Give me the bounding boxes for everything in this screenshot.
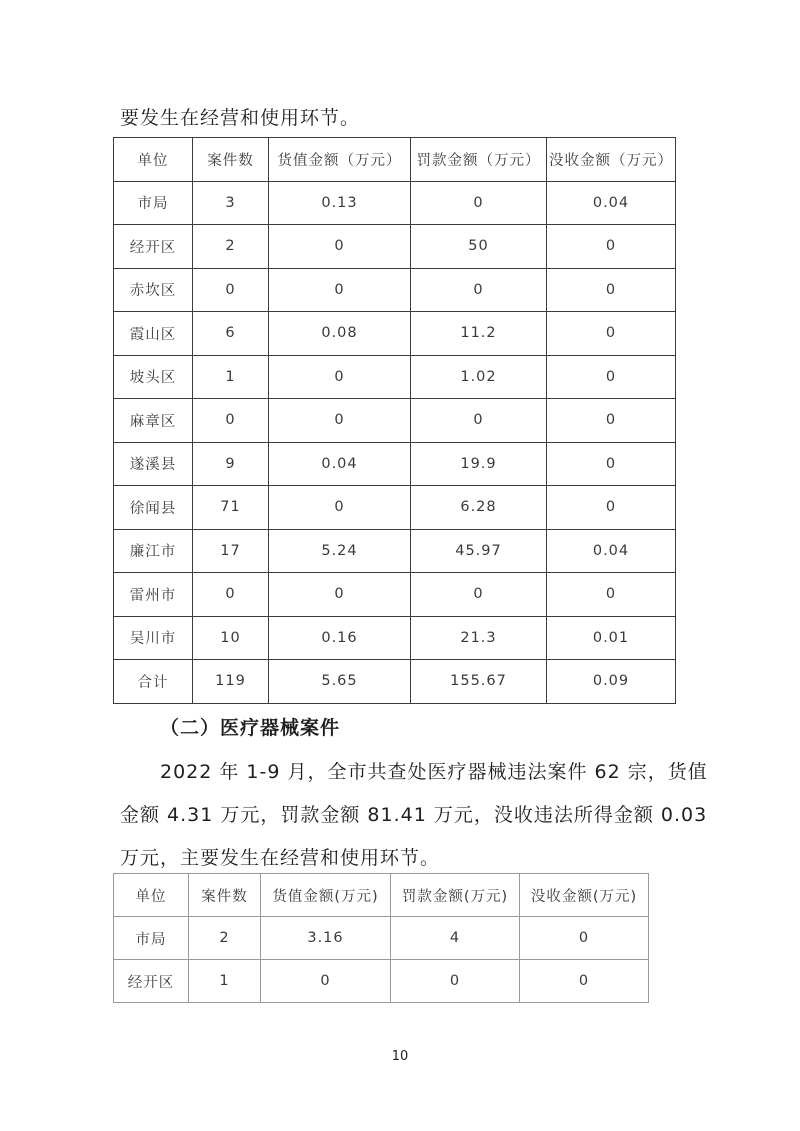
table-cell: 市局 — [114, 917, 189, 960]
table-cell: 0 — [547, 399, 676, 443]
table-cell: 0 — [547, 486, 676, 530]
table-cell: 10 — [193, 616, 269, 660]
table-cell: 3 — [193, 181, 269, 225]
table-cell: 0 — [547, 225, 676, 269]
table-cell: 市局 — [114, 181, 193, 225]
intro-line: 要发生在经营和使用环节。 — [120, 107, 361, 129]
table-cell: 赤坎区 — [114, 268, 193, 312]
table-cell: 0.01 — [547, 616, 676, 660]
table-cell: 0 — [547, 442, 676, 486]
table-cell: 50 — [411, 225, 547, 269]
table-cell: 0 — [269, 225, 411, 269]
table-cell: 0 — [193, 268, 269, 312]
header-cell: 单位 — [114, 138, 193, 182]
paragraph-line-3: 万元，主要发生在经营和使用环节。 — [120, 847, 441, 869]
table-cell: 0 — [547, 355, 676, 399]
table-cell: 4 — [391, 917, 520, 960]
paragraph-line-1: 2022 年 1-9 月，全市共查处医疗器械违法案件 62 宗，货值 — [160, 761, 708, 783]
table-row — [114, 616, 676, 660]
table-row — [114, 181, 676, 225]
table-cell: 0 — [193, 399, 269, 443]
table-cell: 155.67 — [411, 660, 547, 704]
table-cell: 0 — [269, 573, 411, 617]
table-cell: 0 — [547, 312, 676, 356]
header-cell: 案件数 — [193, 138, 269, 182]
table-cell: 119 — [193, 660, 269, 704]
table-cell: 0.16 — [269, 616, 411, 660]
table-row — [114, 268, 676, 312]
table-row — [114, 355, 676, 399]
table-cell: 17 — [193, 529, 269, 573]
table-row — [114, 486, 676, 530]
table-cell: 5.24 — [269, 529, 411, 573]
table-cell: 0 — [547, 573, 676, 617]
table-cell: 0 — [520, 917, 649, 960]
table-cell: 0 — [269, 268, 411, 312]
table-cell: 0 — [411, 181, 547, 225]
header-cell: 单位 — [114, 874, 189, 917]
table-cell: 遂溪县 — [114, 442, 193, 486]
table-row — [114, 960, 649, 1003]
header-row — [114, 874, 649, 917]
section-heading: （二）医疗器械案件 — [160, 717, 341, 739]
table-cell: 1 — [193, 355, 269, 399]
table-cell: 霞山区 — [114, 312, 193, 356]
table-cell: 麻章区 — [114, 399, 193, 443]
table-cell: 3.16 — [261, 917, 391, 960]
table-cell: 0.13 — [269, 181, 411, 225]
table-cell: 经开区 — [114, 960, 189, 1003]
table-cell: 0 — [269, 355, 411, 399]
table-cell: 经开区 — [114, 225, 193, 269]
case-table-1 — [113, 137, 676, 704]
table-cell: 合计 — [114, 660, 193, 704]
table-cell: 9 — [193, 442, 269, 486]
header-cell: 案件数 — [189, 874, 261, 917]
table-row — [114, 573, 676, 617]
table-cell: 45.97 — [411, 529, 547, 573]
table-row — [114, 442, 676, 486]
table-cell: 0 — [269, 486, 411, 530]
table-cell: 6.28 — [411, 486, 547, 530]
table-cell: 0 — [193, 573, 269, 617]
table-cell: 0.04 — [547, 181, 676, 225]
table-cell: 1 — [189, 960, 261, 1003]
table-cell: 0 — [411, 573, 547, 617]
table-cell: 0 — [520, 960, 649, 1003]
table-row — [114, 312, 676, 356]
table-row — [114, 529, 676, 573]
table-cell: 5.65 — [269, 660, 411, 704]
header-cell: 罚款金额(万元) — [391, 874, 520, 917]
table-cell: 2 — [193, 225, 269, 269]
header-cell: 没收金额(万元) — [520, 874, 649, 917]
header-cell: 货值金额(万元) — [261, 874, 391, 917]
page-number: 10 — [391, 1049, 409, 1064]
table-row — [114, 399, 676, 443]
table-cell: 19.9 — [411, 442, 547, 486]
header-cell: 货值金额（万元） — [269, 138, 411, 182]
table-cell: 6 — [193, 312, 269, 356]
table-row — [114, 917, 649, 960]
header-cell: 没收金额（万元） — [547, 138, 676, 182]
table-cell: 廉江市 — [114, 529, 193, 573]
header-row — [114, 138, 676, 182]
header-cell: 罚款金额（万元） — [411, 138, 547, 182]
table-cell: 0.04 — [269, 442, 411, 486]
table-cell: 0.04 — [547, 529, 676, 573]
paragraph-line-2: 金额 4.31 万元，罚款金额 81.41 万元，没收违法所得金额 0.03 — [120, 804, 708, 826]
table-row — [114, 225, 676, 269]
table-cell: 2 — [189, 917, 261, 960]
table-row — [114, 660, 676, 704]
table-cell: 0.08 — [269, 312, 411, 356]
table-cell: 0 — [391, 960, 520, 1003]
table-cell: 吴川市 — [114, 616, 193, 660]
table-cell: 71 — [193, 486, 269, 530]
table-cell: 0 — [547, 268, 676, 312]
table-cell: 1.02 — [411, 355, 547, 399]
case-table-2 — [113, 873, 649, 1003]
table-cell: 0 — [261, 960, 391, 1003]
table-cell: 11.2 — [411, 312, 547, 356]
table-cell: 0 — [269, 399, 411, 443]
table-cell: 雷州市 — [114, 573, 193, 617]
table-cell: 0 — [411, 268, 547, 312]
table-cell: 21.3 — [411, 616, 547, 660]
table-cell: 0 — [411, 399, 547, 443]
table-cell: 0.09 — [547, 660, 676, 704]
table-cell: 坡头区 — [114, 355, 193, 399]
table-cell: 徐闻县 — [114, 486, 193, 530]
